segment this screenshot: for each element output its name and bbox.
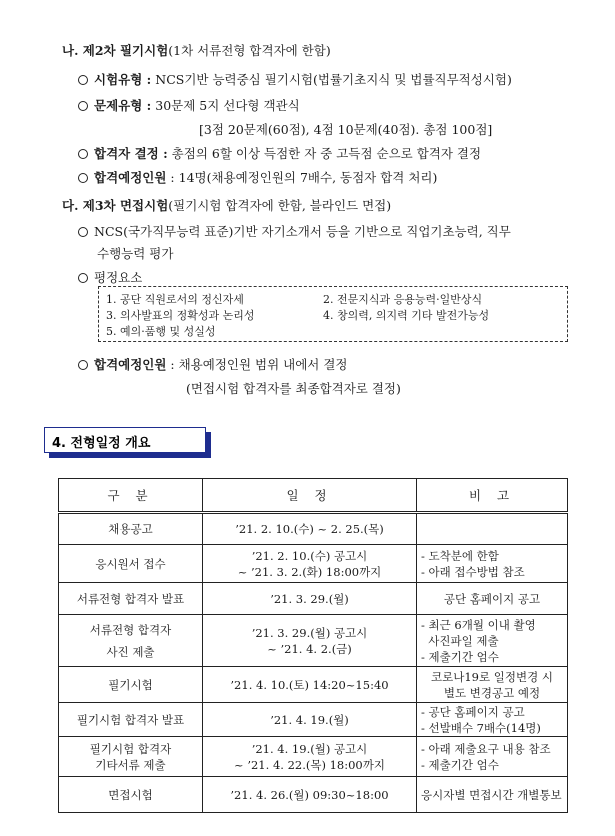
- table-row: [59, 703, 568, 737]
- interview-planned: [78, 355, 348, 373]
- cell-text: 기타서류 제출: [95, 757, 166, 772]
- item-label: 합격예정인원: [94, 357, 167, 372]
- table-row: [59, 737, 568, 777]
- cell-text: - 도착분에 한함: [421, 548, 499, 563]
- circle-bullet-icon: [78, 360, 88, 370]
- section-b-title: 나. 제2차 필기시험: [62, 43, 169, 58]
- cell-text: - 공단 홈페이지 공고: [421, 704, 525, 719]
- schedule-table: [58, 478, 568, 813]
- ncs-line-2: 수행능력 평가: [97, 246, 174, 261]
- cell-text: ~ ’21. 4. 2.(금): [267, 641, 352, 656]
- row-date: [203, 667, 417, 703]
- cell-text: 서류전형 합격자 발표: [76, 591, 185, 606]
- row-item: [59, 615, 203, 667]
- item-text: 30문제 5지 선다형 객관식: [151, 98, 300, 113]
- row-note: [417, 615, 568, 667]
- circle-bullet-icon: [78, 227, 88, 237]
- section-4-title: 4. 전형일정 개요: [52, 436, 151, 451]
- cell-text: - 최근 6개월 이내 촬영: [421, 617, 536, 632]
- item-label: 문제유형 :: [94, 98, 152, 113]
- section-4-title-box: [44, 427, 206, 453]
- planned-passers: [78, 168, 437, 186]
- cell-text: - 아래 접수방법 참조: [421, 564, 525, 579]
- cell-text: 응시자별 면접시간 개별통보: [421, 787, 562, 802]
- section-c-note: (필기시험 합격자에 한함, 블라인드 면접): [168, 198, 392, 213]
- ncs-line-1: NCS(국가직무능력 표준)기반 자기소개서 등을 기반으로 직업기초능력, 직무: [94, 224, 511, 239]
- item-text: [3점 20문제(60점), 4점 10문제(40점). 총점 100점]: [199, 122, 493, 137]
- eval-item: 3. 의사발표의 정확성과 논리성: [106, 309, 255, 322]
- table-row: [59, 583, 568, 615]
- score-breakdown: [199, 120, 492, 138]
- row-date: [203, 545, 417, 583]
- row-item: [59, 513, 203, 545]
- item-text: NCS기반 능력중심 필기시험(법률기초지식 및 법률직무적성시험): [151, 72, 512, 87]
- cell-text: ’21. 2. 10.(수) ~ 2. 25.(목): [235, 522, 384, 536]
- section-b-heading: [62, 41, 331, 59]
- row-item: [59, 583, 203, 615]
- header-remarks: 비 고: [417, 479, 568, 513]
- cell-text: 필기시험: [108, 677, 153, 692]
- cell-text: ’21. 2. 10.(수) 공고시: [251, 548, 368, 563]
- row-date: [203, 583, 417, 615]
- pass-decision: [78, 144, 481, 162]
- item-text: : 채용예정인원 범위 내에서 결정: [166, 357, 348, 372]
- final-pass-note: (면접시험 합격자를 최종합격자로 결정): [186, 381, 401, 396]
- cell-text: ~ ’21. 4. 22.(목) 18:00까지: [234, 757, 385, 772]
- row-date: [203, 777, 417, 813]
- table-row: [59, 777, 568, 813]
- eval-item: 1. 공단 직원로서의 정신자세: [106, 293, 244, 306]
- table-header-row: [59, 479, 568, 513]
- cell-text: 코로나19로 일정변경 시: [431, 669, 553, 684]
- cell-text: 응시원서 접수: [95, 556, 166, 571]
- cell-text: - 아래 제출요구 내용 참조: [421, 741, 551, 756]
- eval-factors-box: [98, 286, 568, 342]
- row-date: [203, 737, 417, 777]
- header-category: 구 분: [59, 479, 203, 513]
- cell-text: - 제출기간 엄수: [421, 757, 499, 772]
- cell-text: ’21. 3. 29.(월): [270, 591, 349, 606]
- section-b-note: (1차 서류전형 합격자에 한함): [168, 43, 331, 58]
- cell-text: 필기시험 합격자 발표: [76, 712, 185, 727]
- circle-bullet-icon: [78, 173, 88, 183]
- row-date: [203, 703, 417, 737]
- cell-text: 필기시험 합격자: [89, 741, 172, 756]
- circle-bullet-icon: [78, 75, 88, 85]
- cell-text: ’21. 4. 19.(월) 공고시: [251, 741, 368, 756]
- table-row: [59, 667, 568, 703]
- question-type: [78, 96, 300, 114]
- cell-text: 사진파일 제출: [421, 633, 499, 648]
- item-text: : 14명(채용예정인원의 7배수, 동점자 합격 처리): [166, 170, 438, 185]
- cell-text: ’21. 3. 29.(월) 공고시: [251, 625, 368, 640]
- row-note: [417, 667, 568, 703]
- table-row: [59, 513, 568, 545]
- row-item: [59, 703, 203, 737]
- table-row: [59, 545, 568, 583]
- eval-item: 4. 창의력, 의지력 기타 발전가능성: [323, 309, 490, 322]
- section-c-heading: [62, 196, 391, 214]
- section-c-title: 다. 제3차 면접시험: [62, 198, 169, 213]
- eval-item: 2. 전문지식과 응용능력·일반상식: [323, 293, 483, 306]
- cell-text: 별도 변경공고 예정: [443, 685, 541, 700]
- cell-text: - 선발배수 7배수(14명): [421, 720, 541, 735]
- row-item: [59, 667, 203, 703]
- item-label: 시험유형 :: [94, 72, 152, 87]
- cell-text: 면접시험: [108, 787, 153, 802]
- row-note: [417, 545, 568, 583]
- item-label: 합격자 결정 :: [94, 146, 168, 161]
- row-date: [203, 615, 417, 667]
- row-note: [417, 737, 568, 777]
- eval-label-text: 평정요소: [94, 270, 143, 285]
- cell-text: ’21. 4. 26.(월) 09:30~18:00: [230, 787, 389, 802]
- cell-text: 공단 홈페이지 공고: [443, 591, 541, 606]
- row-date: [203, 513, 417, 545]
- item-label: 합격예정인원: [94, 170, 167, 185]
- row-item: [59, 777, 203, 813]
- circle-bullet-icon: [78, 101, 88, 111]
- row-note: [417, 703, 568, 737]
- cell-text: ~ ’21. 3. 2.(화) 18:00까지: [237, 564, 382, 579]
- eval-item: 5. 예의·품행 및 성실성: [106, 325, 216, 338]
- cell-text: - 제출기간 엄수: [421, 649, 499, 664]
- cell-text: 서류전형 합격자: [89, 622, 172, 637]
- cell-text: 채용공고: [108, 522, 153, 536]
- row-item: [59, 737, 203, 777]
- ncs-evaluation: [78, 222, 511, 240]
- row-note: [417, 513, 568, 545]
- cell-text: ’21. 4. 19.(월): [270, 712, 349, 727]
- circle-bullet-icon: [78, 273, 88, 283]
- table-row: [59, 615, 568, 667]
- cell-text: ’21. 4. 10.(토) 14:20~15:40: [230, 677, 389, 692]
- cell-text: 사진 제출: [106, 644, 155, 659]
- item-text: 총점의 6할 이상 득점한 자 중 고득점 순으로 합격자 결정: [167, 146, 482, 161]
- circle-bullet-icon: [78, 149, 88, 159]
- row-item: [59, 545, 203, 583]
- eval-factors-label: [78, 268, 142, 286]
- header-schedule: 일 정: [203, 479, 417, 513]
- row-note: [417, 777, 568, 813]
- row-note: [417, 583, 568, 615]
- written-exam-type: [78, 70, 512, 88]
